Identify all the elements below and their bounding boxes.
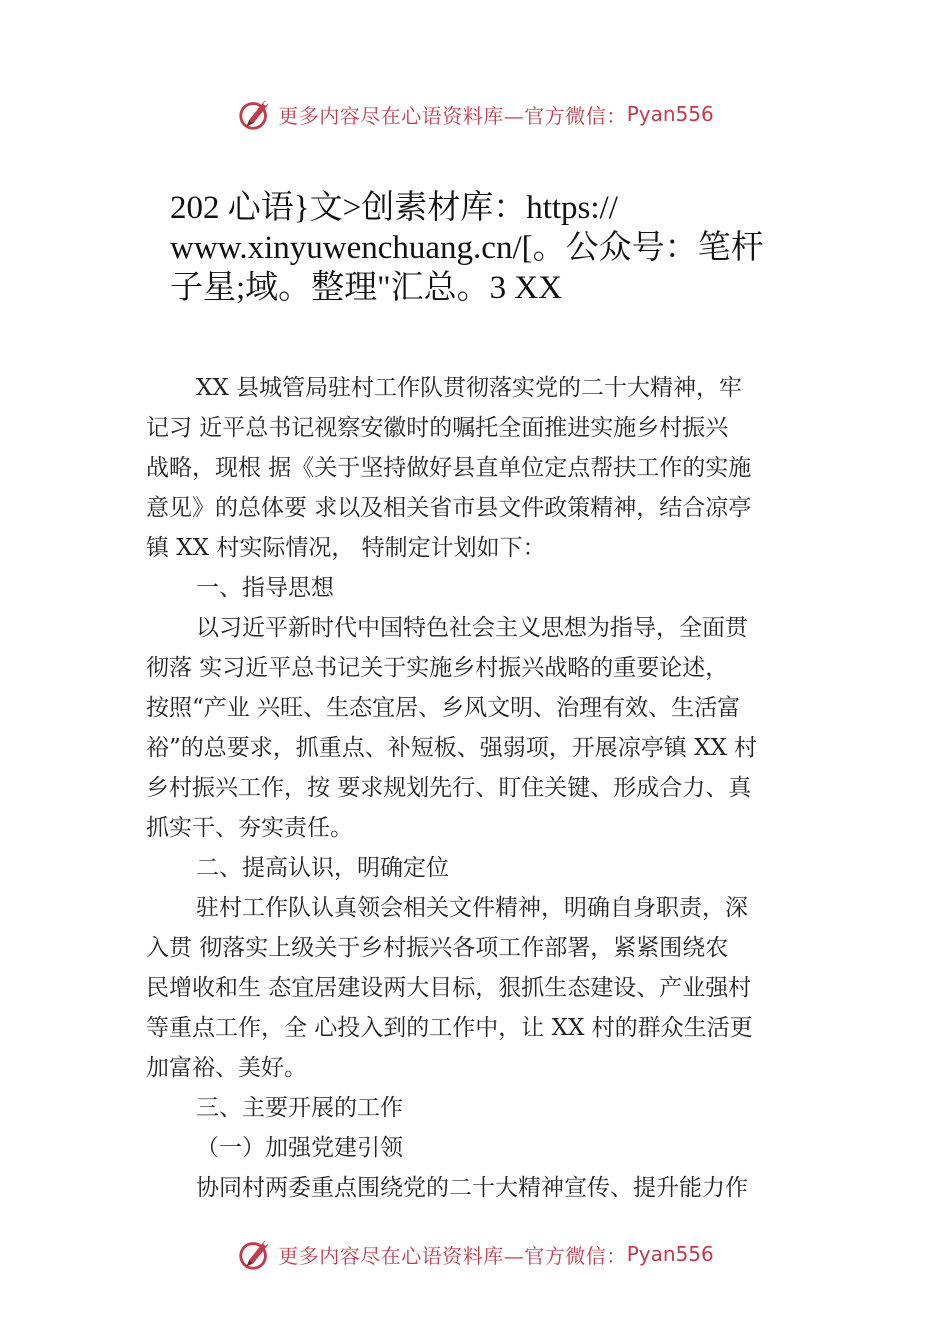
body-text-line: 按照“产业 兴旺、生态宜居、乡风文明、治理有效、生活富 — [146, 695, 741, 721]
title-line: 202 心语}文>创素材库：https:// — [170, 190, 618, 226]
body-text-line: 加富裕、美好。 — [146, 1055, 307, 1081]
header-watermark-banner — [0, 92, 950, 136]
body-text-line: 一、指导思想 — [196, 575, 334, 601]
body-text-line: 以习近平新时代中国特色社会主义思想为指导，全面贯 — [196, 615, 748, 641]
document-body — [146, 368, 808, 1208]
banner-wechat-id: Pyan556 — [626, 1242, 714, 1266]
body-text-line: 入贯 彻落实上级关于乡村振兴各项工作部署，紧紧围绕农 — [146, 935, 729, 961]
body-text-line: 战略，现根 据《关于坚持做好县直单位定点帮扶工作的实施 — [146, 455, 752, 481]
body-text-line: 等重点工作，全 心投入到的工作中，让 XX 村的群众生活更 — [146, 1015, 753, 1041]
title-line: www.xinyuwenchuang.cn/[。公众号：笔杆 — [170, 230, 764, 266]
body-text-line: 意见》的总体要 求以及相关省市县文件政策精神，结合凉亭 — [146, 495, 752, 521]
body-text-line: 彻落 实习近平总书记关于实施乡村振兴战略的重要论述， — [146, 655, 729, 681]
banner-wechat-id: Pyan556 — [626, 102, 714, 126]
pen-nib-logo-icon — [236, 95, 274, 133]
body-text-line: 镇 XX 村实际情况， 特制定计划如下： — [146, 535, 546, 561]
body-text-line: 记习 近平总书记视察安徽时的嘱托全面推进实施乡村振兴 — [146, 415, 729, 441]
body-text-line: （一）加强党建引领 — [196, 1135, 403, 1161]
body-text-line: XX 县城管局驻村工作队贯彻落实党的二十大精神，牢 — [196, 375, 743, 401]
document-title — [170, 188, 820, 308]
body-text-line: 民增收和生 态宜居建设两大目标，狠抓生态建设、产业强村 — [146, 975, 752, 1001]
body-text-line: 驻村工作队认真领会相关文件精神，明确自身职责，深 — [196, 895, 748, 921]
footer-watermark-banner — [0, 1232, 950, 1276]
banner-text: 更多内容尽在心语资料库—官方微信： — [278, 1243, 627, 1268]
body-text-line: 裕”的总要求，抓重点、补短板、强弱项，开展凉亭镇 XX 村 — [146, 735, 758, 761]
title-line: 子星;域。整理"汇总。3 XX — [170, 270, 563, 306]
banner-text: 更多内容尽在心语资料库—官方微信： — [278, 103, 627, 128]
pen-nib-logo-icon — [236, 1235, 274, 1273]
body-text-line: 乡村振兴工作，按 要求规划先行、盯住关键、形成合力、真 — [146, 775, 752, 801]
body-text-line: 三、主要开展的工作 — [196, 1095, 403, 1121]
body-text-line: 协同村两委重点围绕党的二十大精神宣传、提升能力作 — [196, 1175, 748, 1201]
body-text-line: 抓实干、夯实责任。 — [146, 815, 353, 841]
body-text-line: 二、提高认识，明确定位 — [196, 855, 449, 881]
